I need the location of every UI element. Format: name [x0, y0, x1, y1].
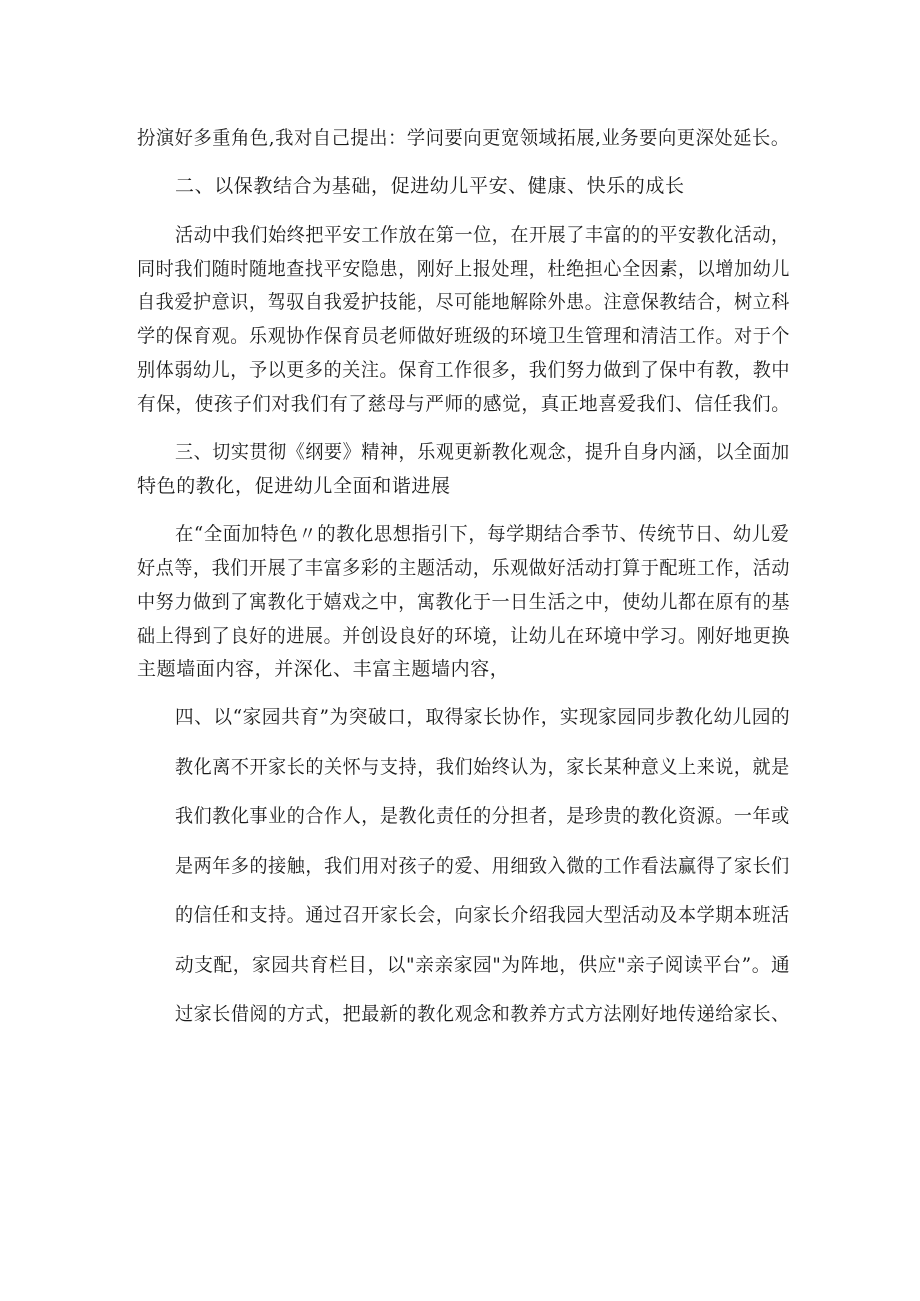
text-line: 是两年多的接触，我们用对孩子的爱、用细致入微的工作看法赢得了家长们: [175, 855, 790, 877]
text-line: 别体弱幼儿，予以更多的关注。保育工作很多，我们努力做到了保中有教，教中: [137, 359, 791, 381]
text-line: 活动中我们始终把平安工作放在第一位，在开展了丰富的的平安教化活动，: [175, 224, 790, 246]
text-line: 的信任和支持。通过召开家长会，向家长介绍我园大型活动及本学期本班活: [175, 904, 790, 926]
text-line: 扮演好多重角色,我对自己提出：学问要向更宽领域拓展,业务要向更深处延长。: [137, 127, 790, 149]
text-line: 教化离不开家长的关怀与支持，我们始终认为，家长某种意义上来说，就是: [175, 756, 790, 778]
section-heading: 特色的教化，促进幼儿全面和谐进展: [137, 475, 451, 497]
section-heading: 三、切实贯彻《纲要》精神，乐观更新教化观念，提升自身内涵，以全面加: [175, 441, 790, 463]
section-heading: 二、以保教结合为基础，促进幼儿平安、健康、快乐的成长: [175, 175, 685, 197]
text-line: 我们教化事业的合作人，是教化责任的分担者，是珍贵的教化资源。一年或: [175, 805, 790, 827]
text-line: 学的保育观。乐观协作保育员老师做好班级的环境卫生管理和清洁工作。对于个: [137, 325, 791, 347]
text-line: 主题墙面内容，并深化、丰富主题墙内容，: [137, 658, 510, 680]
section-heading: 四、以“家园共育”为突破口，取得家长协作，实现家园同步教化幼儿园的: [175, 706, 791, 728]
text-line: 自我爱护意识，驾驭自我爱护技能，尽可能地解除外患。注意保教结合，树立科: [137, 291, 791, 313]
text-line: 过家长借阅的方式，把最新的教化观念和教养方式方法刚好地传递给家长、: [175, 1003, 790, 1025]
text-line: 有保，使孩子们对我们有了慈母与严师的感觉，真正地喜爱我们、信任我们。: [137, 393, 791, 415]
text-line: 在“全面加特色〃的教化思想指引下，每学期结合季节、传统节日、幼儿爱: [175, 523, 790, 545]
text-line: 中努力做到了寓教化于嬉戏之中，寓教化于一日生活之中，使幼儿都在原有的基: [137, 591, 791, 613]
text-line: 同时我们随时随地查找平安隐患，刚好上报处理，杜绝担心全因素，以增加幼儿: [137, 258, 791, 280]
text-line: 础上得到了良好的进展。并创设良好的环境，让幼儿在环境中学习。刚好地更换: [137, 625, 791, 647]
text-line: 动支配，家园共育栏目，以"亲亲家园"为阵地，供应"亲子阅读平台”。通: [175, 954, 791, 976]
text-line: 好点等，我们开展了丰富多彩的主题活动，乐观做好活动打算于配班工作，活动: [137, 557, 791, 579]
